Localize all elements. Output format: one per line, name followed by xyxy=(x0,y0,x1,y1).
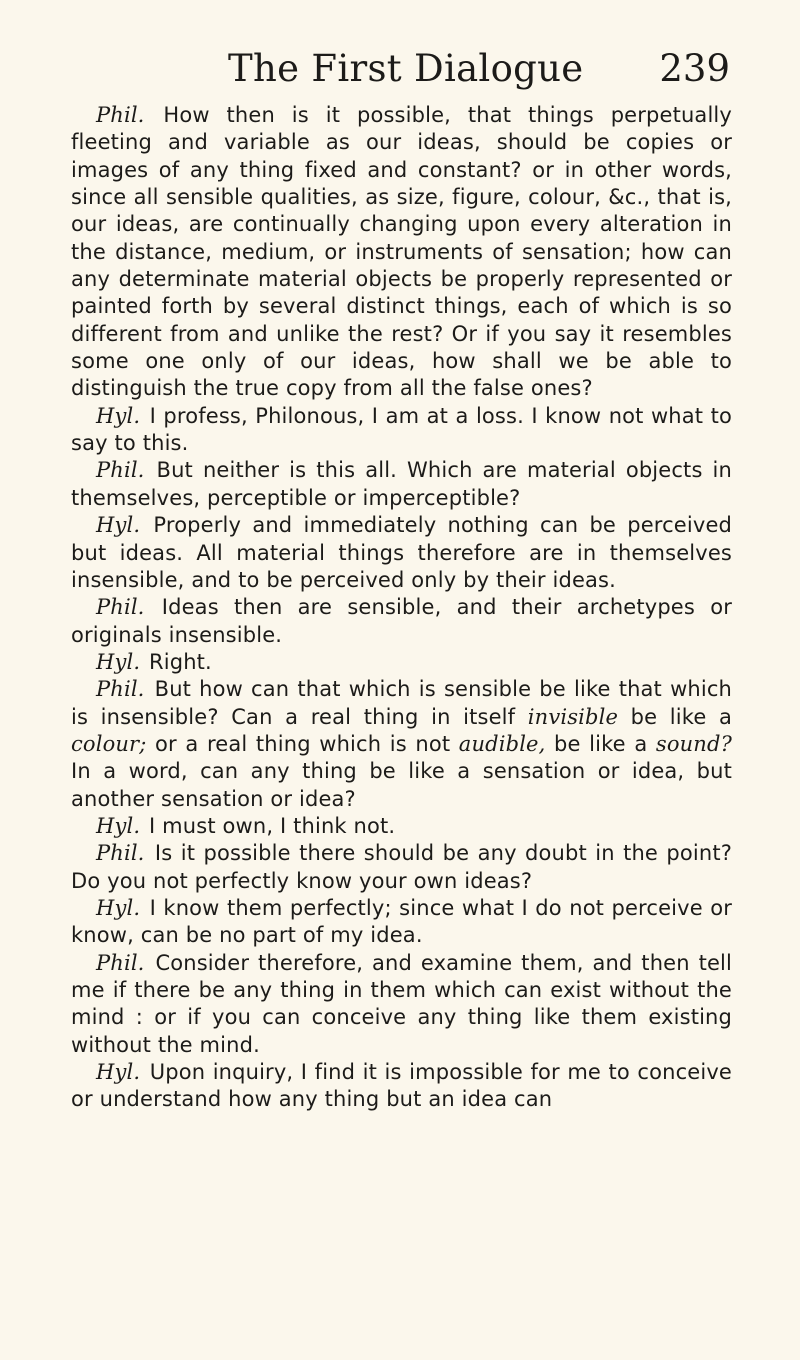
paragraph-text: be like a xyxy=(618,704,732,729)
speaker-label: Phil. xyxy=(96,841,145,866)
paragraph-text: In a word, can any thing be like a sensation or idea, but another sensation or idea? xyxy=(71,759,732,811)
paragraph-text: Consider therefore, and examine them, and then tell me if there be any thing in them which can exist without the mind : or if you can conceive any thing like them existing without the mind. xyxy=(71,950,733,1057)
paragraph-text: Right. xyxy=(149,649,212,674)
italic-word: colour; xyxy=(71,731,147,756)
speaker-label: Hyl. xyxy=(96,403,141,428)
paragraph xyxy=(71,594,732,649)
paragraph-text: But how can that which is sensible be like that which is insensible? Can a real thing in itself xyxy=(71,677,732,729)
italic-word: invisible xyxy=(527,704,619,729)
paragraph xyxy=(71,813,732,840)
paragraph xyxy=(71,676,732,813)
paragraph-text: I profess, Philonous, I am at a loss. I know not what to say to this. xyxy=(71,403,732,456)
paragraph xyxy=(71,950,732,1059)
speaker-label: Hyl. xyxy=(96,895,141,920)
paragraph-text: or a real thing which is not xyxy=(146,731,459,756)
paragraph-text: I must own, I think not. xyxy=(149,813,396,838)
paragraph-text: I know them perfectly; since what I do not perceive or know, can be no part of my idea. xyxy=(71,895,733,948)
speaker-label: Phil. xyxy=(96,677,145,702)
speaker-label: Hyl. xyxy=(96,813,141,838)
paragraph xyxy=(71,457,732,512)
speaker-label: Hyl. xyxy=(96,513,141,538)
paragraph-text: Upon inquiry, I find it is impossible for me to conceive or understand how any thing but an idea can xyxy=(71,1060,732,1112)
paragraph-text: be like a xyxy=(545,731,656,756)
running-head xyxy=(0,44,800,94)
speaker-label: Phil. xyxy=(96,595,145,620)
paragraph-text: Properly and immediately nothing can be perceived but ideas. All material things therefore are in themselves insensible, and to be perceived only by their ideas. xyxy=(71,513,732,592)
italic-word: audible, xyxy=(458,731,546,756)
paragraph-text: Ideas then are sensible, and their archetypes or originals insensible. xyxy=(71,595,732,647)
speaker-label: Phil. xyxy=(96,458,145,483)
dialogue-text xyxy=(71,102,732,1114)
paragraph-text: How then is it possible, that things perpetually fleeting and variable as our ideas, should be copies or images of any thing fixed and constant? or in other words, since all sensible qualities, as size, figure, colour, &c., that is, our ideas, are continually changing upon every alteration in the distance, medium, or instruments of sensation; how can any determinate material objects be properly represented or painted forth by several distinct things, each of which is so different from and unlike the rest? Or if you say it resembles some one only of our ideas, how shall we be able to distinguish the true copy from all the false ones? xyxy=(71,103,732,401)
paragraph xyxy=(71,840,732,895)
running-title: The First Dialogue xyxy=(228,47,584,90)
paragraph xyxy=(71,895,732,950)
paragraph xyxy=(71,649,732,676)
speaker-label: Phil. xyxy=(96,950,145,975)
paragraph xyxy=(71,403,732,458)
paragraph-text: But neither is this all. Which are material objects in themselves, perceptible or imperceptible? xyxy=(71,458,732,510)
paragraph xyxy=(71,512,732,594)
speaker-label: Hyl. xyxy=(96,649,141,674)
speaker-label: Hyl. xyxy=(96,1060,141,1085)
paragraph xyxy=(71,1059,732,1114)
page-number: 239 xyxy=(659,47,730,90)
paragraph xyxy=(71,102,732,403)
speaker-label: Phil. xyxy=(96,103,145,127)
paragraph-text: Is it possible there should be any doubt in the point? Do you not perfectly know your own ideas? xyxy=(71,841,732,893)
italic-word: sound? xyxy=(655,731,732,756)
